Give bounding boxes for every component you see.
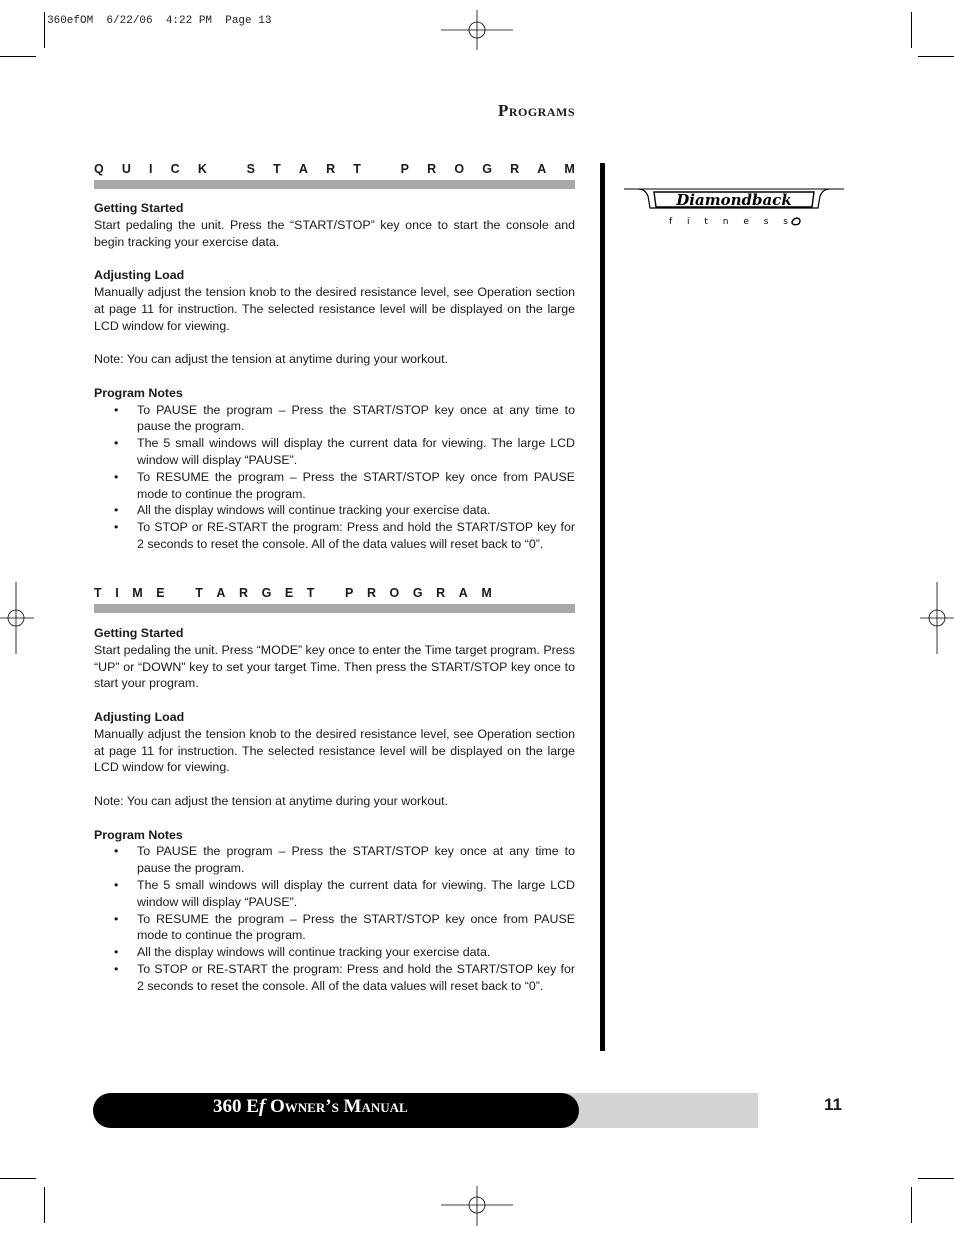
title-letter: T	[273, 162, 281, 176]
program-notes-list	[94, 402, 575, 553]
list-item: • To STOP or RE-START the program: Press and hold the START/STOP key for 2 seconds to reset the console. All of the data values will reset back to “0”.	[114, 520, 575, 551]
quick-start-heading	[94, 162, 575, 189]
title-letter: R	[427, 162, 437, 176]
title-letter: M	[132, 586, 143, 600]
title-letter: T	[306, 586, 315, 600]
program-notes-list	[94, 843, 575, 994]
title-letter: R	[238, 586, 249, 600]
title-letter: E	[284, 586, 294, 600]
title-letter: I	[149, 162, 153, 176]
title-letter: A	[216, 586, 226, 600]
program-notes-heading: Program Notes	[94, 827, 183, 842]
title-letter: K	[197, 162, 207, 176]
title-letter: I	[115, 586, 119, 600]
getting-started-heading: Getting Started	[94, 201, 184, 215]
column-divider	[600, 163, 605, 1051]
title-letter: T	[353, 162, 361, 176]
brand-name: Diamondback	[676, 191, 792, 209]
title-letter: T	[195, 586, 203, 600]
title-letter: O	[389, 586, 400, 600]
diamondback-logo	[624, 186, 844, 230]
list-item: • To RESUME the program – Press the START/STOP key once from PAUSE mode to continue the program.	[114, 911, 575, 943]
title-letter: S	[246, 162, 255, 176]
adjusting-load-text: Manually adjust the tension knob to the desired resistance level, see Operation section at page 11 for instruction. The selected resistance level will be displayed on the large LCD window for viewing.	[94, 284, 575, 333]
note-text: Note: You can adjust the tension at anytime during your workout.	[94, 793, 449, 808]
title-letter: A	[298, 162, 308, 176]
title-letter: G	[482, 162, 492, 176]
time-target-heading	[94, 586, 575, 613]
title-letter: R	[326, 162, 336, 176]
adjusting-load-heading: Adjusting Load	[94, 268, 185, 283]
brand-tagline: f i t n e s s	[669, 217, 794, 227]
quick-start-body	[94, 200, 575, 553]
list-item: • The 5 small windows will display the current data for viewing. The large LCD window will display “PAUSE”.	[114, 436, 575, 467]
title-letter: R	[510, 162, 520, 176]
list-item: • To PAUSE the program – Press the START/STOP key once at any time to pause the program.	[114, 402, 575, 434]
adjusting-load-heading: Adjusting Load	[94, 709, 185, 724]
title-space	[379, 162, 382, 178]
time-target-body	[94, 625, 575, 995]
list-item: • To PAUSE the program – Press the START/STOP key once at any time to pause the program.	[114, 844, 575, 876]
registration-mark-top	[441, 10, 513, 50]
getting-started-heading: Getting Started	[94, 626, 184, 640]
footer-grey-band	[560, 1093, 758, 1128]
title-letter: U	[121, 162, 131, 176]
printer-slug: 360efOM 6/22/06 4:22 PM Page 13	[47, 15, 272, 27]
getting-started-text: Start pedaling the unit. Press the “START/STOP” key once to start the console and begin tracking your exercise data.	[94, 217, 575, 249]
section-bar	[94, 180, 575, 189]
title-letter: A	[458, 586, 468, 600]
title-letter: R	[366, 586, 376, 600]
list-item: • To RESUME the program – Press the START/STOP key once from PAUSE mode to continue the program.	[114, 469, 575, 501]
title-letter: G	[412, 586, 423, 600]
note-text: Note: You can adjust the tension at anytime during your workout.	[94, 352, 449, 367]
program-notes-heading: Program Notes	[94, 385, 183, 400]
adjusting-load-text: Manually adjust the tension knob to the desired resistance level, see Operation section at page 11 for instruction. The selected resistance level will be displayed on the large LCD window for viewing.	[94, 726, 575, 775]
title-letter: G	[261, 586, 272, 600]
title-letter: Q	[94, 162, 104, 176]
title-letter: R	[436, 586, 446, 600]
registration-mark-right	[920, 582, 954, 654]
title-letter: E	[156, 586, 165, 600]
registration-mark-left	[0, 582, 34, 654]
title-letter: A	[537, 162, 547, 176]
title-letter: P	[345, 586, 354, 600]
list-item: • To STOP or RE-START the program: Press and hold the START/STOP key for 2 seconds to reset the console. All of the data values will reset back to “0”.	[114, 961, 575, 993]
section-label: Programs	[497, 101, 575, 120]
title-letter: C	[170, 162, 180, 176]
registration-mark-bottom	[441, 1186, 513, 1226]
section-title	[94, 586, 492, 602]
getting-started-text: Start pedaling the unit. Press “MODE” key once to enter the Time target program. Press “UP” or “DOWN” key to set your target Time. Then press the START/STOP key once to start your program.	[94, 642, 575, 691]
section-title	[94, 162, 575, 178]
title-space	[328, 586, 331, 602]
manual-title: 360 Ef Owner’s Manual	[213, 1096, 408, 1117]
list-item: • The 5 small windows will display the current data for viewing. The large LCD window will display “PAUSE”.	[114, 877, 575, 909]
section-bar	[94, 604, 575, 613]
title-space	[225, 162, 228, 178]
title-letter: M	[564, 162, 575, 176]
title-letter: O	[454, 162, 465, 176]
list-item: • All the display windows will continue tracking your exercise data.	[114, 945, 491, 960]
list-item: • All the display windows will continue tracking your exercise data.	[114, 503, 491, 518]
title-letter: P	[400, 162, 409, 176]
title-space	[178, 586, 181, 602]
page-number: 11	[824, 1095, 842, 1114]
title-letter: T	[94, 586, 102, 600]
title-letter: M	[481, 586, 492, 600]
